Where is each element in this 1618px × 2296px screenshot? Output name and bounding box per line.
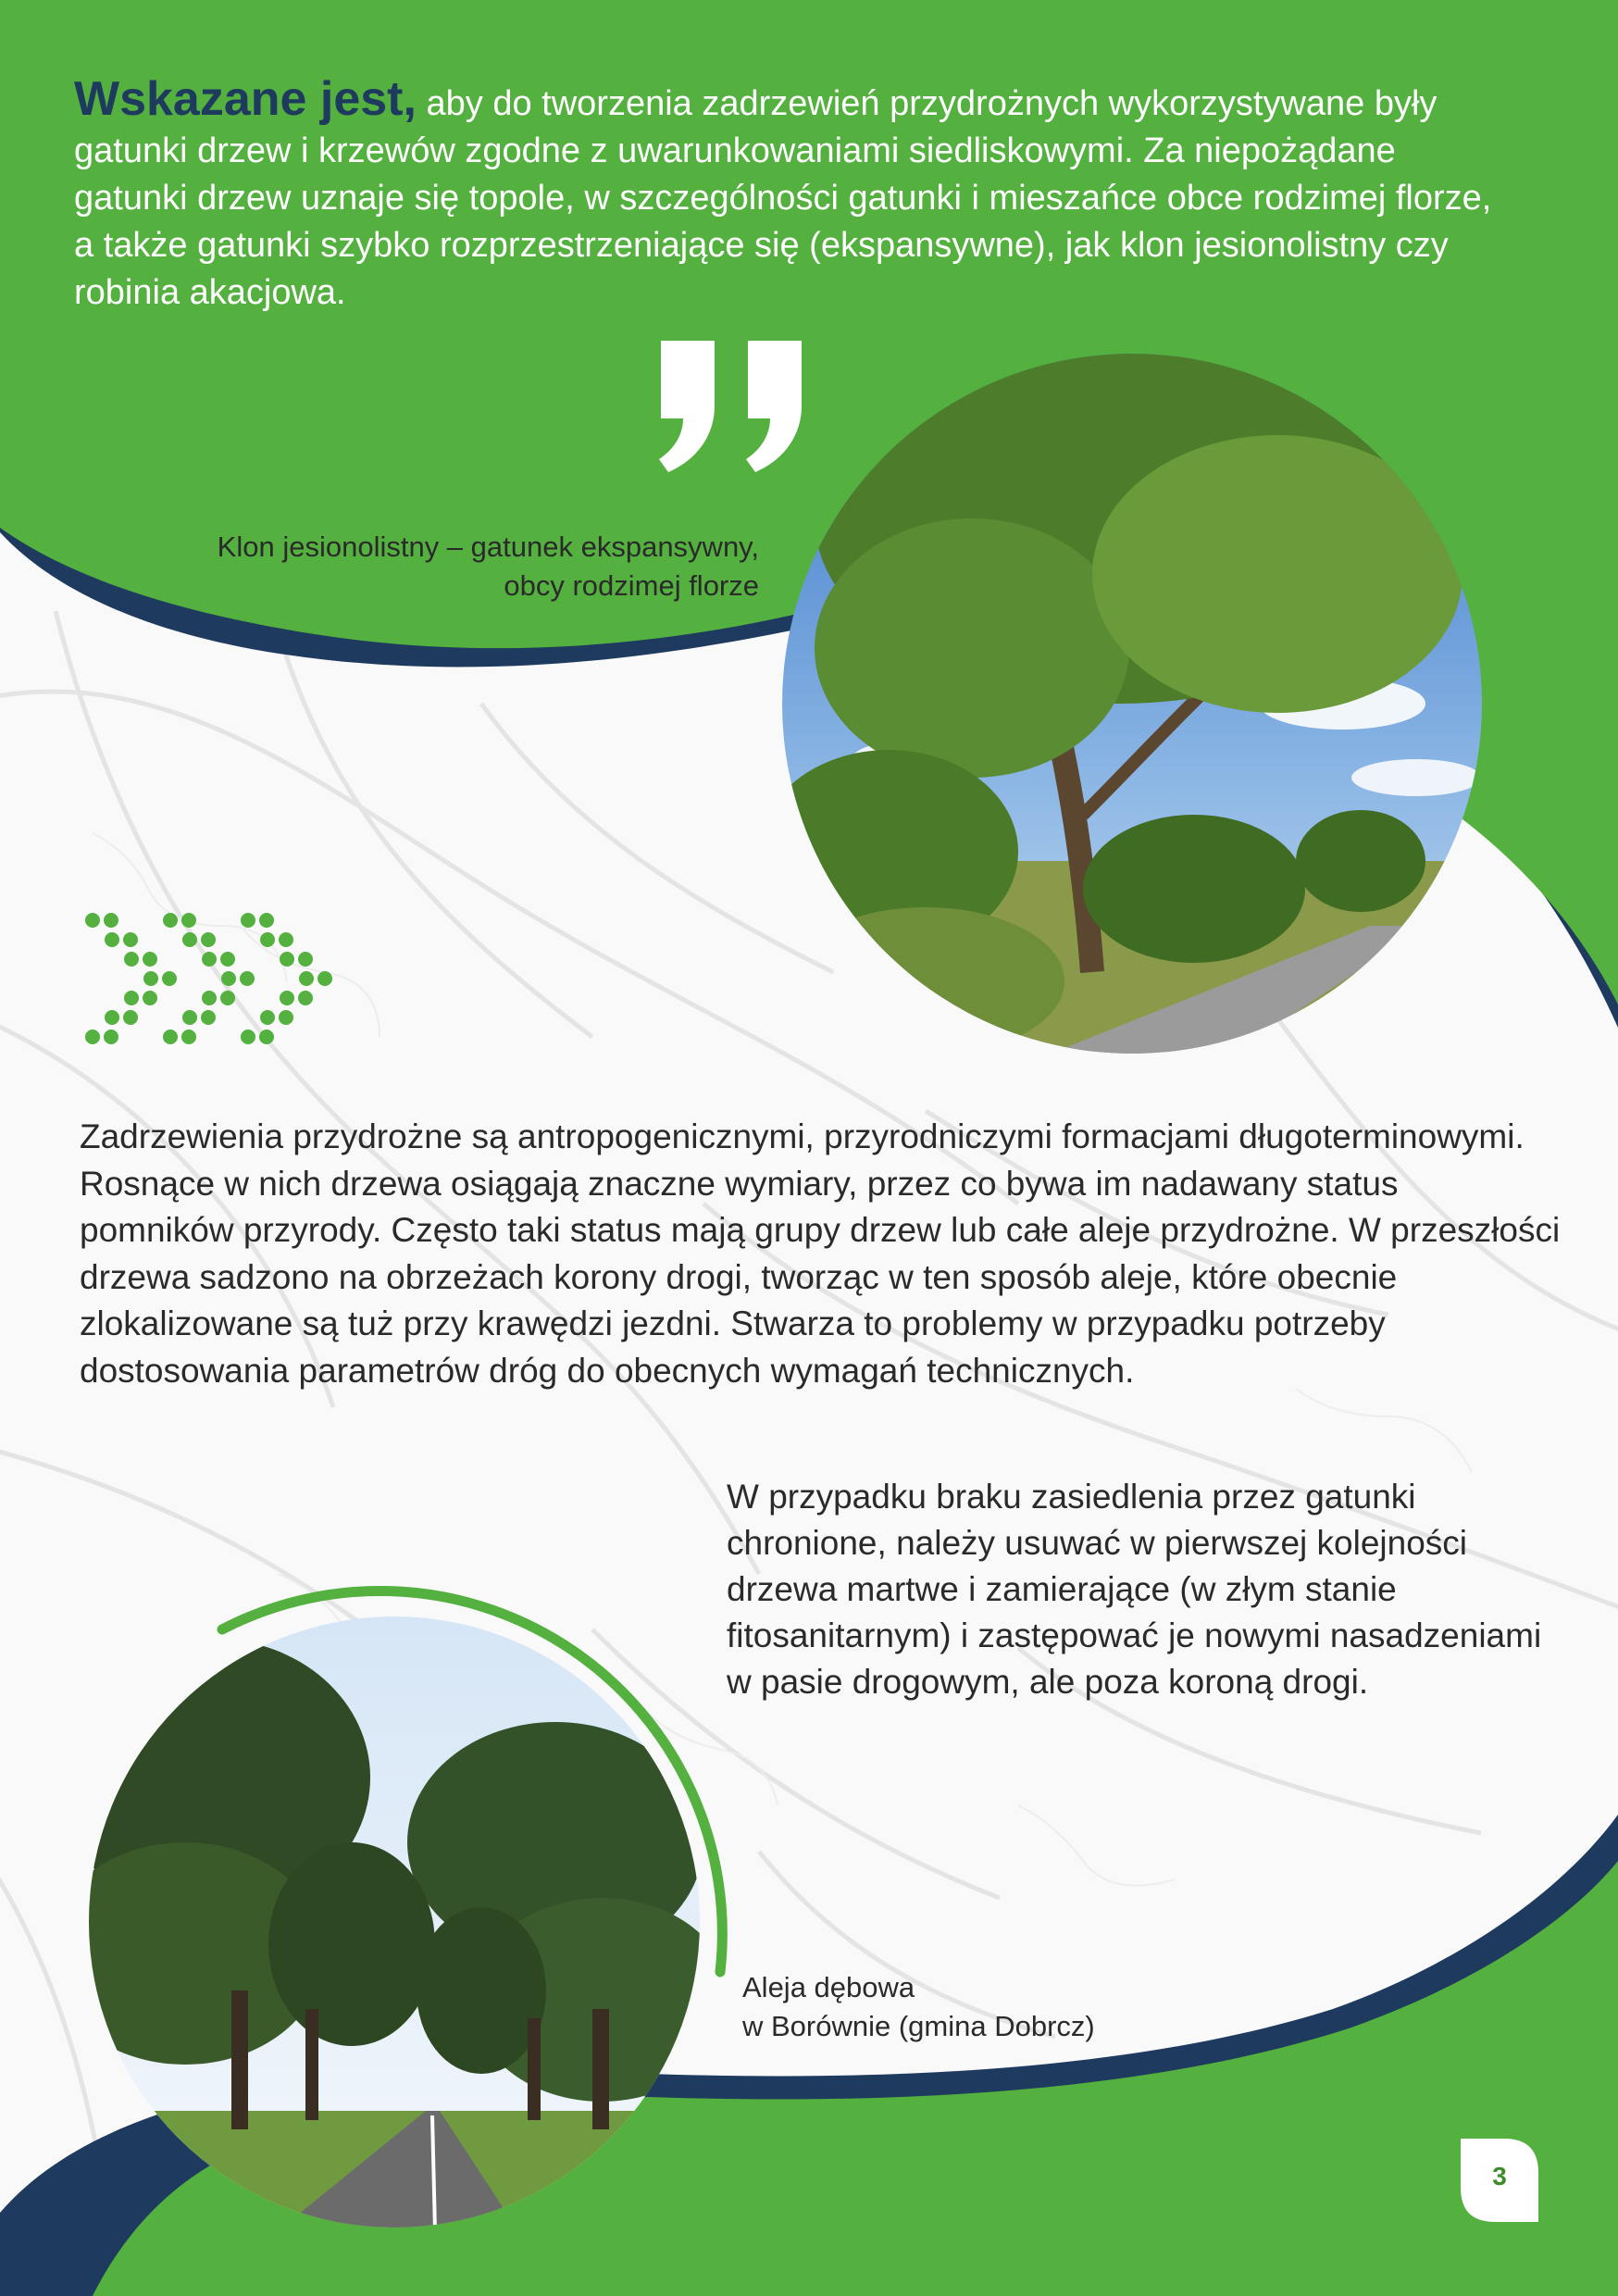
caption-line: obcy rodzimej florze: [504, 569, 759, 602]
photo-caption-oak-alley: [742, 1968, 1150, 2046]
arrow-dot: [104, 913, 118, 928]
arrow-dot: [181, 1029, 196, 1044]
arrow-dot: [241, 913, 255, 928]
intro-paragraph: [74, 72, 1518, 317]
arrow-dot: [124, 952, 139, 967]
page-number: 3: [1492, 2162, 1507, 2190]
arrow-dot: [259, 913, 274, 928]
arrow-dot: [124, 991, 139, 1005]
arrow-dot: [143, 971, 158, 986]
arrow-dot: [240, 971, 255, 986]
arrow-dot: [143, 991, 157, 1005]
arrow-dot: [123, 1010, 138, 1025]
arrow-dot: [201, 1010, 216, 1025]
arrow-dot: [201, 932, 216, 947]
arrow-dot: [259, 1029, 274, 1044]
arrow-dot: [279, 932, 293, 947]
caption-line: Aleja dębowa: [742, 1971, 915, 2003]
body-paragraph-2: W przypadku braku zasiedlenia przez gatunki chronione, należy usuwać w pierwszej kolejności drzewa martwe i zamierające (w złym stanie fitosanitarnym) i zastępować je nowymi nasadzeniami w pasie drogowym, ale poza koroną drogi.: [727, 1478, 1542, 1701]
arrow-dot: [163, 913, 178, 928]
intro-body: aby do tworzenia zadrzewień przydrożnych wykorzystywane były gatunki drzew i krzewów zgodne z uwarunkowaniami siedliskowymi. Za niepożądane gatunki drzew uznaje się topole, w szczególności gatunki i mieszańce obce rodzimej florze, a także gatunki szybko rozprzestrzeniające się (ekspansywne), jak klon jesionolistny czy robinia akacjowa.: [74, 84, 1492, 312]
photo-caption-maple: [139, 528, 759, 605]
arrow-dot: [260, 932, 275, 947]
body-paragraph-1: Zadrzewienia przydrożne są antropogenicznymi, przyrodniczymi formacjami długoterminowymi. Rosnące w nich drzewa osiągają znaczne wymiary, przez co bywa im nadawany status pomników przyrody. Często taki status mają grupy drzew lub całe aleje przydrożne. W przeszłości drzewa sadzono na obrzeżach korony drogi, tworząc w ten sposób aleje, które obecnie zlokalizowane są tuż przy krawędzi jezdni. Stwarza to problemy w przypadku potrzeby dostosowania parametrów dróg do obecnych wymagań technicznych.: [80, 1117, 1561, 1390]
arrow-dot: [221, 971, 236, 986]
arrow-dot: [317, 971, 332, 986]
arrow-dot: [202, 991, 217, 1005]
arrow-dot: [298, 952, 313, 967]
arrow-dot: [105, 932, 119, 947]
arrow-dot: [280, 952, 294, 967]
arrow-dot: [85, 1029, 100, 1044]
arrow-dot: [182, 1010, 197, 1025]
caption-line: w Borównie (gmina Dobrcz): [742, 2010, 1095, 2042]
arrow-dot: [220, 952, 235, 967]
arrow-dot: [162, 971, 177, 986]
arrow-dot: [181, 913, 196, 928]
intro-lead: Wskazane jest,: [74, 72, 417, 126]
caption-line: Klon jesionolistny – gatunek ekspansywny,: [217, 530, 759, 563]
arrow-dot: [299, 971, 314, 986]
arrow-dot: [123, 932, 138, 947]
arrow-dot: [85, 913, 100, 928]
arrow-dot: [280, 991, 294, 1005]
arrow-dot: [182, 932, 197, 947]
quote-icon: [655, 341, 808, 472]
arrow-dot: [105, 1010, 119, 1025]
arrow-dot: [202, 952, 217, 967]
arrow-dot: [143, 952, 157, 967]
arrow-dot: [279, 1010, 293, 1025]
arrow-dot: [298, 991, 313, 1005]
arrow-dot: [260, 1010, 275, 1025]
dot-arrows-icon: [81, 909, 341, 1048]
arrow-dot: [163, 1029, 178, 1044]
arrow-dot: [241, 1029, 255, 1044]
arrow-dot: [220, 991, 235, 1005]
arrow-dot: [104, 1029, 118, 1044]
